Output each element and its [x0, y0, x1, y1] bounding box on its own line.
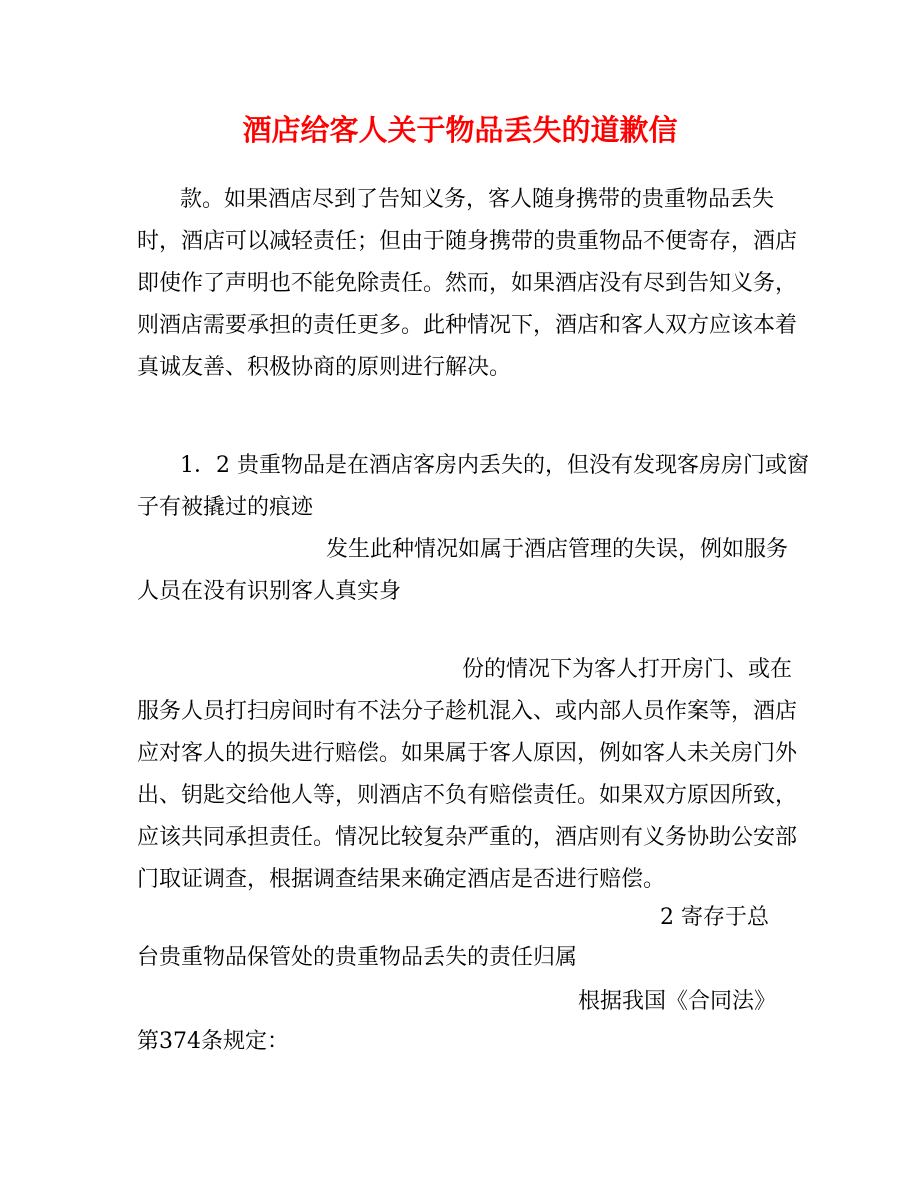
paragraph-line: 发生此种情况如属于酒店管理的失误，例如服务 — [326, 537, 789, 562]
paragraph-line: 人员在没有识别客人真实身 — [137, 579, 402, 604]
paragraph-line: 服务人员打扫房间时有不法分子趁机混入、或内部人员作案等，酒店 — [137, 699, 798, 724]
paragraph-line: 1．2 贵重物品是在酒店客房内丢失的，但没有发现客房房门或窗 — [180, 453, 809, 478]
section-heading: 台贵重物品保管处的贵重物品丢失的责任归属 — [137, 945, 578, 970]
paragraph-line: 应对客人的损失进行赔偿。如果属于客人原因，例如客人未关房门外 — [137, 741, 798, 766]
paragraph-line: 款。如果酒店尽到了告知义务，客人随身携带的贵重物品丢失 — [180, 187, 775, 212]
paragraph-line: 份的情况下为客人打开房门、或在 — [462, 657, 793, 682]
paragraph-line: 应该共同承担责任。情况比较复杂严重的，酒店则有义务协助公安部 — [137, 825, 798, 850]
paragraph-line: 根据我国《合同法》 — [578, 989, 777, 1014]
paragraph-line: 子有被撬过的痕迹 — [137, 495, 314, 520]
paragraph-line: 门取证调查，根据调查结果来确定酒店是否进行赔偿。 — [137, 867, 666, 892]
paragraph-line: 即使作了声明也不能免除责任。然而，如果酒店没有尽到告知义务， — [137, 271, 798, 296]
paragraph-line: 第374条规定： — [137, 1029, 289, 1054]
paragraph-line: 真诚友善、积极协商的原则进行解决。 — [137, 355, 512, 380]
document-title: 酒店给客人关于物品丢失的道歉信 — [242, 113, 678, 147]
section-heading: 2 寄存于总 — [660, 905, 769, 930]
paragraph-line: 出、钥匙交给他人等，则酒店不负有赔偿责任。如果双方原因所致， — [137, 783, 798, 808]
paragraph-line: 则酒店需要承担的责任更多。此种情况下，酒店和客人双方应该本着 — [137, 313, 798, 338]
paragraph-line: 时，酒店可以减轻责任；但由于随身携带的贵重物品不便寄存，酒店 — [137, 229, 798, 254]
